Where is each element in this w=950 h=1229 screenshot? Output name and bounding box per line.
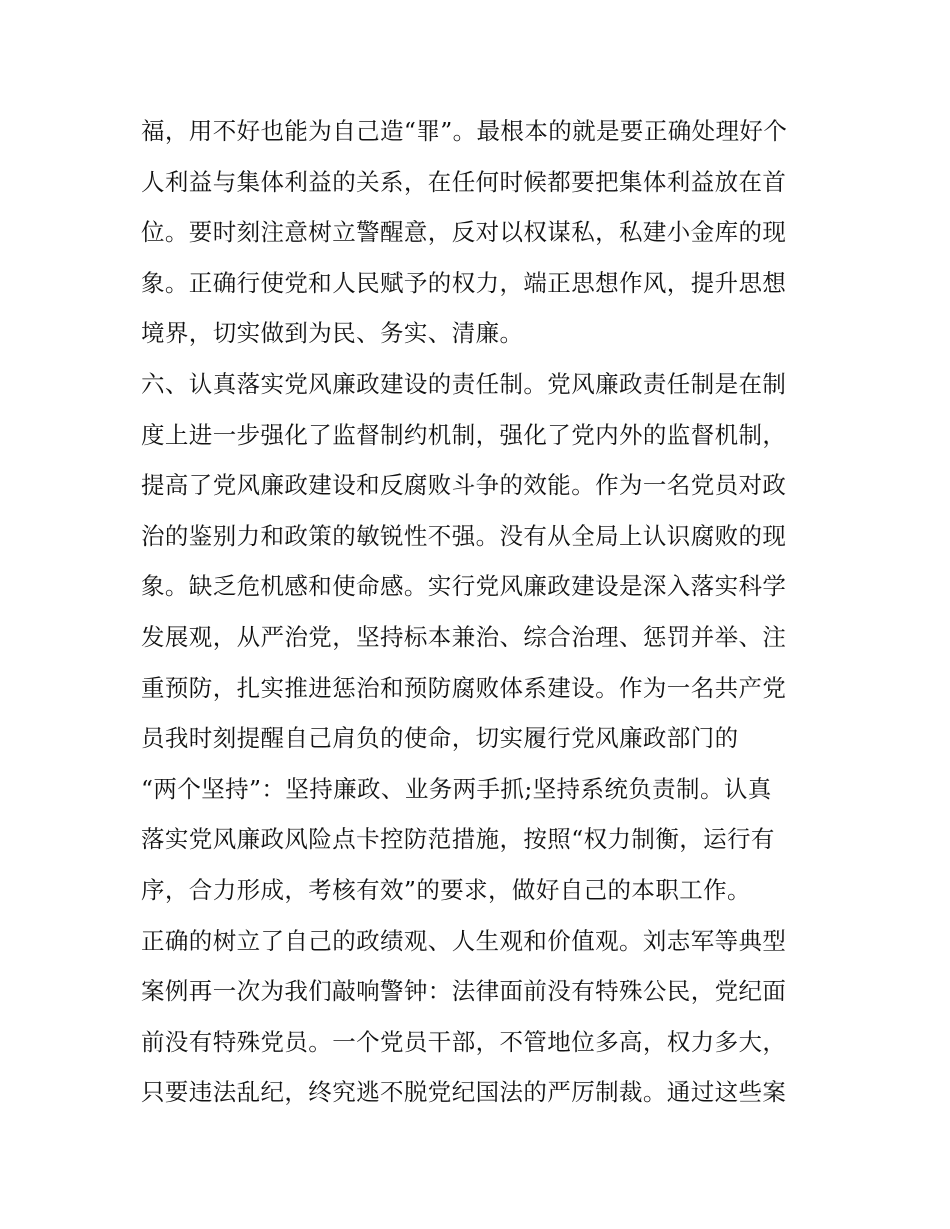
text-line: 度上进一步强化了监督制约机制，强化了党内外的监督机制， — [141, 420, 787, 449]
text-line: 福，用不好也能为自己造“罪”。最根本的就是要正确处理好个 — [141, 117, 788, 145]
text-line: 员我时刻提醒自己肩负的使命，切实履行党风廉政部门的 — [141, 724, 739, 753]
text-line: 人利益与集体利益的关系，在任何时候都要把集体利益放在首 — [141, 167, 787, 196]
body-text — [141, 106, 821, 1118]
text-line: 治的鉴别力和政策的敏锐性不强。没有从全局上认识腐败的现 — [141, 521, 787, 550]
text-line: 只要违法乱纪，终究逃不脱党纪国法的严厉制裁。通过这些案 — [141, 1078, 787, 1107]
text-line: 象。缺乏危机感和使命感。实行党风廉政建设是深入落实科学 — [141, 572, 787, 601]
text-line: 序，合力形成，考核有效”的要求，做好自己的本职工作。 — [141, 875, 751, 904]
text-line: 境界，切实做到为民、务实、清廉。 — [141, 319, 524, 348]
text-line: 正确的树立了自己的政绩观、人生观和价值观。刘志军等典型 — [141, 926, 787, 955]
text-line: 发展观，从严治党，坚持标本兼治、综合治理、惩罚并举、注 — [141, 622, 787, 651]
text-line: 位。要时刻注意树立警醒意，反对以权谋私，私建小金库的现 — [141, 218, 787, 247]
text-line: “两个坚持”：坚持廉政、业务两手抓;坚持系统负责制。认真 — [141, 774, 772, 803]
text-line: 象。正确行使党和人民赋予的权力，端正思想作风，提升思想 — [141, 268, 787, 297]
text-line: 提高了党风廉政建设和反腐败斗争的效能。作为一名党员对政 — [141, 471, 787, 500]
text-line: 前没有特殊党员。一个党员干部，不管地位多高，权力多大， — [141, 1027, 787, 1056]
text-line: 重预防，扎实推进惩治和预防腐败体系建设。作为一名共产党 — [141, 673, 787, 702]
text-line: 六、认真落实党风廉政建设的责任制。党风廉政责任制是在制 — [141, 369, 787, 398]
text-line: 案例再一次为我们敲响警钟：法律面前没有特殊公民，党纪面 — [141, 977, 787, 1006]
text-line: 落实党风廉政风险点卡控防范措施，按照“权力制衡，运行有 — [141, 825, 775, 854]
